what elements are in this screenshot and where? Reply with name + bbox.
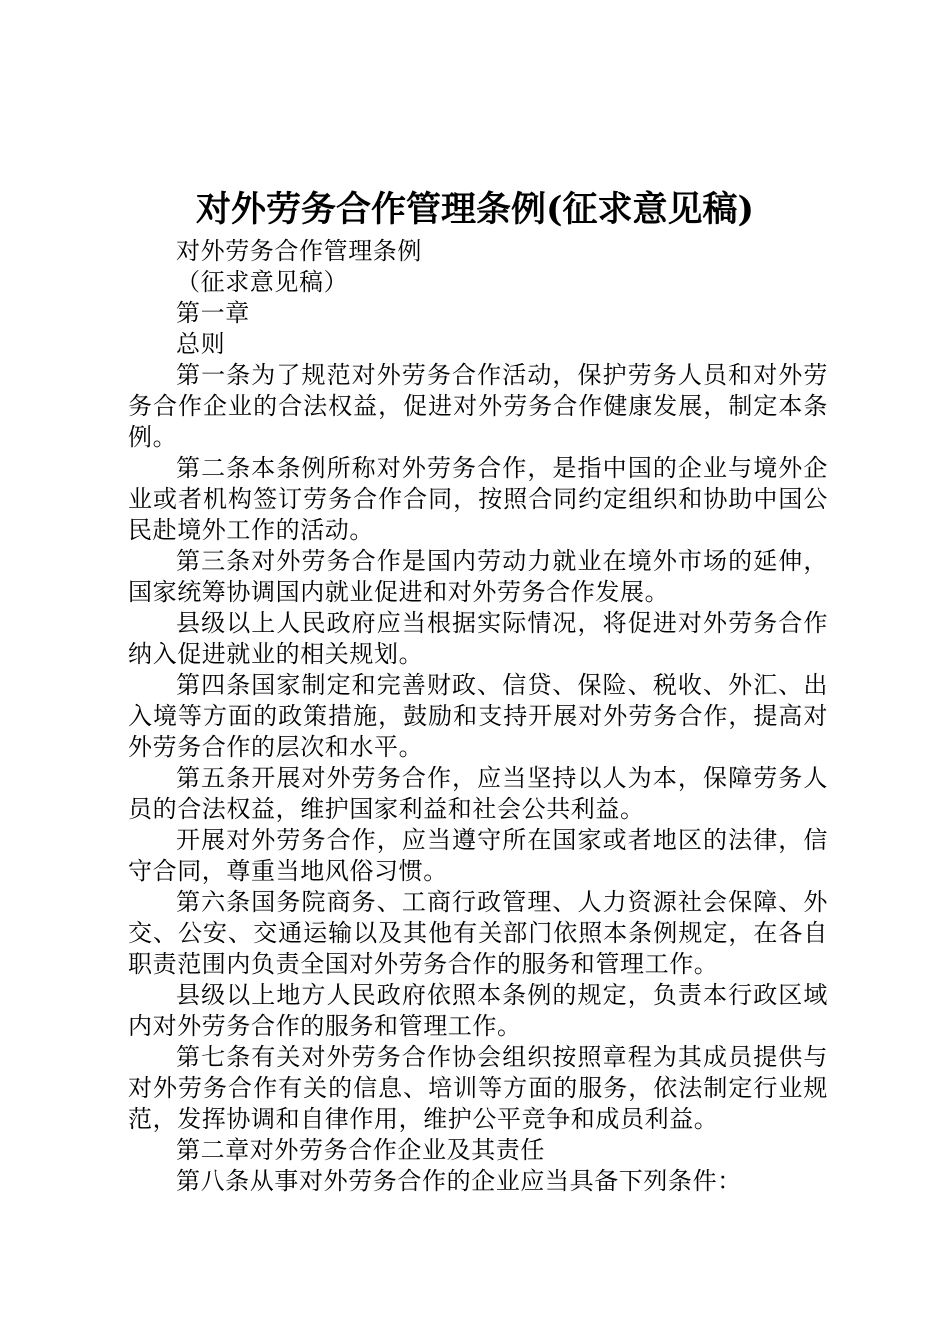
document-body [128, 236, 828, 1197]
paragraph-article-4: 第四条国家制定和完善财政、信贷、保险、税收、外汇、出入境等方面的政策措施，鼓励和支持开展对外劳务合作，提高对外劳务合作的层次和水平。 [128, 671, 828, 761]
paragraph-article-6: 第六条国务院商务、工商行政管理、人力资源社会保障、外交、公安、交通运输以及其他有关部门依照本条例规定，在各自职责范围内负责全国对外劳务合作的服务和管理工作。 [128, 888, 828, 978]
paragraph-chapter-heading: 第一章 [176, 299, 250, 327]
paragraph-article-5-clause-2: 开展对外劳务合作，应当遵守所在国家或者地区的法律，信守合同，尊重当地风俗习惯。 [128, 826, 828, 885]
paragraph-article-5: 第五条开展对外劳务合作，应当坚持以人为本，保障劳务人员的合法权益，维护国家利益和社会公共利益。 [128, 764, 828, 823]
paragraph-article-2: 第二条本条例所称对外劳务合作，是指中国的企业与境外企业或者机构签订劳务合作合同，按照合同约定组织和协助中国公民赴境外工作的活动。 [128, 454, 828, 544]
paragraph-article-6-clause-2: 县级以上地方人民政府依照本条例的规定，负责本行政区域内对外劳务合作的服务和管理工作。 [128, 981, 828, 1040]
paragraph-chapter-2-heading: 第二章对外劳务合作企业及其责任 [176, 1136, 545, 1164]
paragraph-article-3: 第三条对外劳务合作是国内劳动力就业在境外市场的延伸，国家统筹协调国内就业促进和对外劳务合作发展。 [128, 547, 828, 606]
document-title: 对外劳务合作管理条例(征求意见稿) [195, 189, 755, 230]
paragraph-draft-note: （征求意见稿） [176, 268, 349, 296]
paragraph-article-1: 第一条为了规范对外劳务合作活动，保护劳务人员和对外劳务合作企业的合法权益，促进对外劳务合作健康发展，制定本条例。 [128, 361, 828, 451]
paragraph-article-8: 第八条从事对外劳务合作的企业应当具备下列条件： [176, 1167, 742, 1195]
paragraph-article-7: 第七条有关对外劳务合作协会组织按照章程为其成员提供与对外劳务合作有关的信息、培训等方面的服务，依法制定行业规范，发挥协调和自律作用，维护公平竞争和成员利益。 [128, 1043, 828, 1133]
paragraph-chapter-title: 总则 [176, 330, 226, 358]
paragraph-subtitle: 对外劳务合作管理条例 [176, 237, 422, 265]
paragraph-article-3-clause-2: 县级以上人民政府应当根据实际情况，将促进对外劳务合作纳入促进就业的相关规划。 [128, 609, 828, 668]
